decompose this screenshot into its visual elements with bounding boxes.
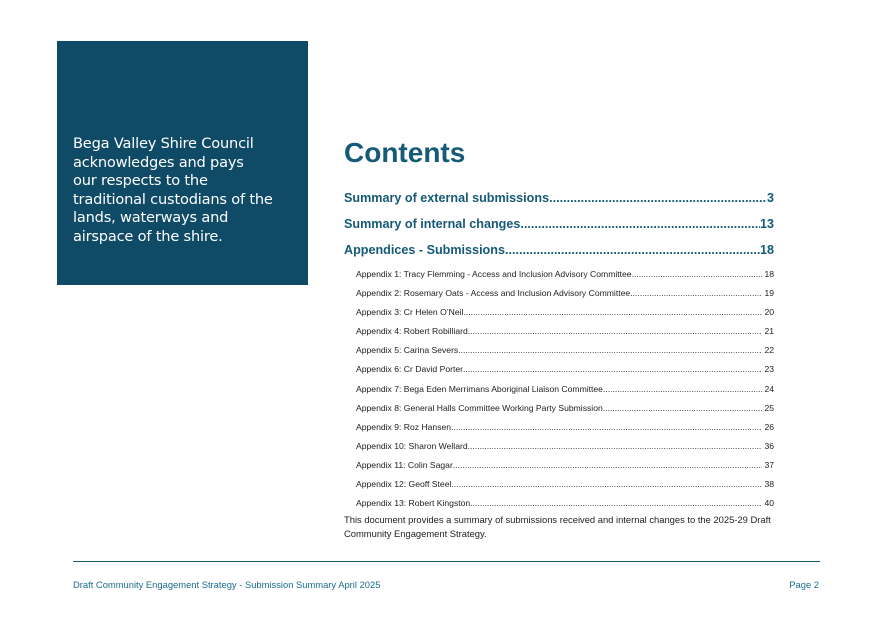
toc-entry-label: Appendix 2: Rosemary Oats - Access and Inclusion Advisory Committee xyxy=(356,288,631,299)
toc-entry-label: Appendix 12: Geoff Steel xyxy=(356,479,452,490)
toc-entry-label: Appendix 4: Robert Robilliard xyxy=(356,326,468,337)
toc-entry-label: Summary of internal changes xyxy=(344,217,521,231)
toc-entry-appendix-7[interactable] xyxy=(356,384,774,403)
toc-entry-appendix-6[interactable] xyxy=(356,364,774,383)
toc-entry-appendix-12[interactable] xyxy=(356,479,774,498)
dot-leader xyxy=(603,403,763,413)
acknowledgement-text xyxy=(73,135,303,247)
toc-page-number: 22 xyxy=(764,345,774,356)
toc-entry-appendices[interactable] xyxy=(344,243,774,269)
dot-leader xyxy=(520,217,760,231)
dot-leader xyxy=(470,498,762,508)
toc-entry-label: Appendix 8: General Halls Committee Working Party Submission xyxy=(356,402,603,413)
toc-page-number: 38 xyxy=(764,479,774,490)
toc-entry-appendix-3[interactable] xyxy=(356,307,774,326)
dot-leader xyxy=(468,326,763,336)
acknowledgement-line: airspace of the shire. xyxy=(73,227,223,245)
toc-page-number: 18 xyxy=(759,243,774,257)
toc-entry-label: Appendix 1: Tracy Flemming - Access and Inclusion Advisory Committee xyxy=(356,269,632,279)
dot-leader xyxy=(451,479,762,489)
footer-document-title: Draft Community Engagement Strategy - Submission Summary April 2025 xyxy=(73,579,381,590)
toc-entry-appendix-5[interactable] xyxy=(356,345,774,364)
toc-entry-appendix-10[interactable] xyxy=(356,441,774,460)
toc-page-number: 21 xyxy=(764,326,774,337)
acknowledgement-line: Bega Valley Shire Council xyxy=(73,135,254,152)
toc-entry-external-submissions[interactable] xyxy=(344,191,774,217)
toc-entry-appendix-2[interactable] xyxy=(356,288,774,307)
intro-paragraph: This document provides a summary of submissions received and internal changes to the 2025-29 Draft Community Engagement Strategy. xyxy=(344,514,771,539)
toc-page-number: 19 xyxy=(764,288,774,299)
table-of-contents xyxy=(344,191,774,517)
toc-page-number: 37 xyxy=(764,459,774,470)
acknowledgement-line: acknowledges and pays xyxy=(73,153,244,171)
toc-page-number: 13 xyxy=(759,217,774,231)
toc-entry-appendix-9[interactable] xyxy=(356,422,774,441)
dot-leader xyxy=(549,191,767,205)
toc-entry-label: Appendix 9: Roz Hansen xyxy=(356,421,452,432)
dot-leader xyxy=(603,384,762,394)
dot-leader xyxy=(451,422,762,432)
toc-entry-label: Appendix 13: Robert Kingston xyxy=(356,498,471,509)
toc-page-number: 18 xyxy=(764,269,774,279)
toc-entry-label: Appendix 5: Carina Severs xyxy=(356,345,459,356)
toc-page-number: 26 xyxy=(764,421,774,432)
toc-page-number: 36 xyxy=(764,440,774,451)
dot-leader xyxy=(458,345,762,355)
toc-entry-label: Summary of external submissions xyxy=(344,191,550,205)
toc-entry-appendix-8[interactable] xyxy=(356,403,774,422)
toc-page-number: 20 xyxy=(764,307,774,318)
toc-page-number: 25 xyxy=(764,402,774,413)
toc-page-number: 23 xyxy=(764,364,774,375)
footer-page-number: Page 2 xyxy=(789,579,819,590)
dot-leader xyxy=(630,288,762,298)
toc-entry-label: Appendix 7: Bega Eden Merrimans Aboriginal Liaison Committee xyxy=(356,383,603,394)
toc-entry-label: Appendix 11: Colin Sagar xyxy=(356,459,453,470)
toc-entry-label: Appendices - Submissions xyxy=(344,243,505,257)
toc-entry-appendix-11[interactable] xyxy=(356,460,774,479)
footer-divider xyxy=(73,561,820,562)
toc-entry-label: Appendix 10: Sharon Wellard xyxy=(356,440,468,451)
toc-entry-internal-changes[interactable] xyxy=(344,217,774,243)
dot-leader xyxy=(453,460,763,470)
dot-leader xyxy=(463,307,762,317)
contents-title: Contents xyxy=(344,137,466,168)
toc-page-number: 3 xyxy=(766,191,774,205)
dot-leader xyxy=(505,243,760,257)
acknowledgement-box xyxy=(57,41,308,285)
toc-entry-label: Appendix 6: Cr David Porter xyxy=(356,364,463,375)
acknowledgement-line: traditional custodians of the xyxy=(73,190,273,208)
toc-entry-appendix-1[interactable] xyxy=(356,269,774,288)
toc-entry-appendix-4[interactable] xyxy=(356,326,774,345)
acknowledgement-line: our respects to the xyxy=(73,172,208,190)
dot-leader xyxy=(463,364,762,374)
dot-leader xyxy=(632,269,763,279)
toc-entry-label: Appendix 3: Cr Helen O’Neil xyxy=(356,307,464,318)
toc-page-number: 24 xyxy=(764,383,774,394)
toc-page-number: 40 xyxy=(764,498,774,509)
acknowledgement-line: lands, waterways and xyxy=(73,209,229,227)
dot-leader xyxy=(468,441,763,451)
